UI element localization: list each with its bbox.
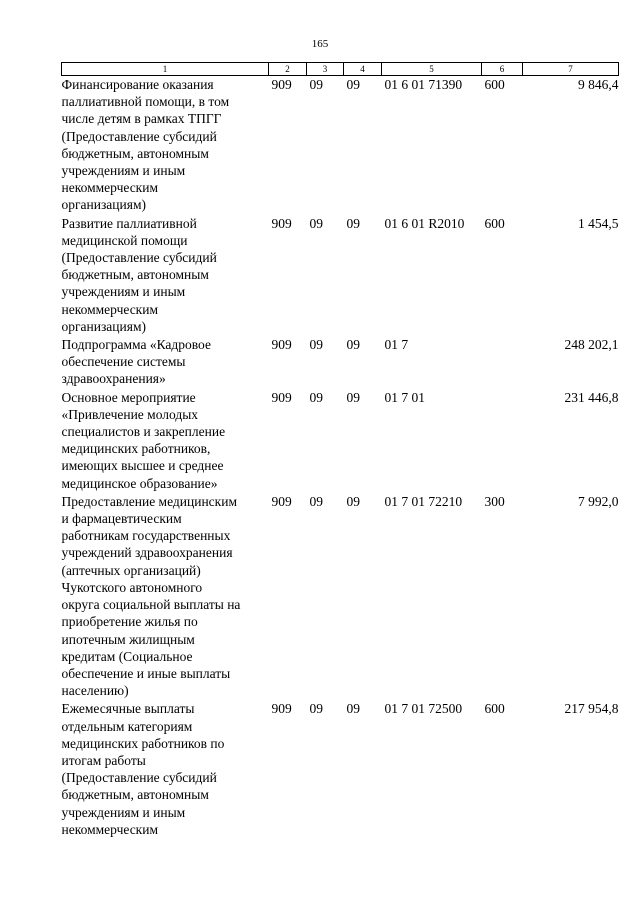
expense-type-cell xyxy=(482,336,523,389)
amount-cell: 7 992,0 xyxy=(578,493,619,509)
row-name-line: Развитие паллиативной xyxy=(61,215,197,231)
row-name-line: некоммерческим xyxy=(61,301,159,317)
expense-type-cell: 300 xyxy=(484,493,505,509)
row-name-line: обеспечение системы xyxy=(61,354,186,370)
subsection-code-cell: 09 xyxy=(346,701,360,717)
expense-type-cell: 600 xyxy=(484,215,505,231)
section-code-cell: 09 xyxy=(309,77,323,92)
target-item-cell: 01 7 01 72500 xyxy=(384,701,463,717)
column-header-5: 5 xyxy=(382,63,482,76)
expense-type-cell xyxy=(482,389,523,493)
subsection-code-cell: 09 xyxy=(346,389,360,405)
row-name-line: медицинское образование» xyxy=(61,475,218,491)
row-name-cell xyxy=(62,336,269,389)
table-row xyxy=(62,336,619,389)
column-header-4: 4 xyxy=(344,63,382,76)
table-header xyxy=(62,63,619,76)
ministry-code-cell: 909 xyxy=(271,389,292,405)
row-name-line: Финансирование оказания xyxy=(61,77,214,92)
section-code-cell: 09 xyxy=(309,389,323,405)
row-name-cell xyxy=(62,493,269,700)
section-code-cell: 09 xyxy=(309,701,323,717)
row-name-line: имеющих высшее и среднее xyxy=(61,458,224,474)
amount-cell: 248 202,1 xyxy=(564,337,619,353)
ministry-code-cell: 909 xyxy=(271,337,292,353)
amount-cell: 217 954,8 xyxy=(564,701,619,717)
budget-table xyxy=(61,62,619,839)
row-name-line: организациям) xyxy=(61,197,147,213)
amount-cell: 9 846,4 xyxy=(578,77,619,92)
row-name-cell xyxy=(62,76,269,215)
amount-cell: 1 454,5 xyxy=(578,215,619,231)
row-name-line: приобретение жилья по xyxy=(61,614,198,630)
table-row xyxy=(62,700,619,839)
row-name-line: медицинских работников, xyxy=(61,441,211,457)
amount-cell: 231 446,8 xyxy=(564,389,619,405)
row-name-cell xyxy=(62,700,269,839)
row-name-line: отдельным категориям xyxy=(61,718,193,734)
row-name-line: округа социальной выплаты на xyxy=(61,597,241,613)
row-name-line: учреждениям и иным xyxy=(61,804,186,820)
row-name-line: паллиативной помощи, в том xyxy=(61,94,230,110)
row-name-line: Чукотского автономного xyxy=(61,579,203,595)
row-name-line: медицинской помощи xyxy=(61,232,188,248)
row-name-line: (Предоставление субсидий xyxy=(61,128,217,144)
target-item-cell: 01 6 01 R2010 xyxy=(384,215,465,231)
target-item-cell: 01 6 01 71390 xyxy=(384,77,463,92)
row-name-cell xyxy=(62,215,269,336)
section-code-cell: 09 xyxy=(309,337,323,353)
row-name-line: учреждениям и иным xyxy=(61,163,186,179)
row-name-line: и фармацевтическим xyxy=(61,511,182,527)
ministry-code-cell: 909 xyxy=(271,215,292,231)
subsection-code-cell: 09 xyxy=(346,493,360,509)
column-number-row xyxy=(62,63,619,76)
row-name-line: итогам работы xyxy=(61,752,146,768)
row-name-line: (Предоставление субсидий xyxy=(61,770,217,786)
subsection-code-cell: 09 xyxy=(346,337,360,353)
row-name-line: учреждений здравоохранения xyxy=(61,545,233,561)
table-row xyxy=(62,76,619,215)
subsection-code-cell: 09 xyxy=(346,77,360,92)
target-item-cell: 01 7 xyxy=(384,337,409,353)
row-name-line: (аптечных организаций) xyxy=(61,562,201,578)
ministry-code-cell: 909 xyxy=(271,77,292,92)
row-name-line: кредитам (Социальное xyxy=(61,648,193,664)
page-number: 165 xyxy=(311,38,329,50)
ministry-code-cell: 909 xyxy=(271,701,292,717)
row-name-line: бюджетным, автономным xyxy=(61,267,209,283)
expense-type-cell: 600 xyxy=(484,701,505,717)
row-name-line: Подпрограмма «Кадровое xyxy=(61,337,211,353)
row-name-line: населению) xyxy=(61,683,129,699)
row-name-line: организациям) xyxy=(61,318,147,334)
column-header-1: 1 xyxy=(62,63,269,76)
row-name-line: учреждениям и иным xyxy=(61,284,186,300)
subsection-code-cell: 09 xyxy=(346,215,360,231)
table-body xyxy=(62,76,619,839)
row-name-cell xyxy=(62,389,269,493)
table-row xyxy=(62,493,619,700)
row-name-line: бюджетным, автономным xyxy=(61,145,209,161)
row-name-line: «Привлечение молодых xyxy=(61,406,199,422)
column-header-7: 7 xyxy=(523,63,619,76)
target-item-cell: 01 7 01 72210 xyxy=(384,493,463,509)
section-code-cell: 09 xyxy=(309,215,323,231)
table-row xyxy=(62,215,619,336)
row-name-line: Предоставление медицинским xyxy=(61,493,237,509)
row-name-line: специалистов и закрепление xyxy=(61,424,226,440)
expense-type-cell: 600 xyxy=(484,77,505,92)
row-name-line: Основное мероприятие xyxy=(61,389,196,405)
row-name-line: некоммерческим xyxy=(61,821,159,837)
target-item-cell: 01 7 01 xyxy=(384,389,425,405)
row-name-line: числе детям в рамках ТПГГ xyxy=(61,111,222,127)
row-name-line: бюджетным, автономным xyxy=(61,787,209,803)
row-name-line: обеспечение и иные выплаты xyxy=(61,665,231,681)
row-name-line: медицинских работников по xyxy=(61,735,225,751)
row-name-line: работникам государственных xyxy=(61,528,231,544)
row-name-line: некоммерческим xyxy=(61,180,159,196)
row-name-line: здравоохранения» xyxy=(61,371,166,387)
row-name-line: Ежемесячные выплаты xyxy=(61,701,195,717)
row-name-line: (Предоставление субсидий xyxy=(61,250,217,266)
section-code-cell: 09 xyxy=(309,493,323,509)
row-name-line: ипотечным жилищным xyxy=(61,631,195,647)
table-row xyxy=(62,389,619,493)
column-header-3: 3 xyxy=(307,63,344,76)
ministry-code-cell: 909 xyxy=(271,493,292,509)
column-header-6: 6 xyxy=(482,63,523,76)
column-header-2: 2 xyxy=(269,63,307,76)
